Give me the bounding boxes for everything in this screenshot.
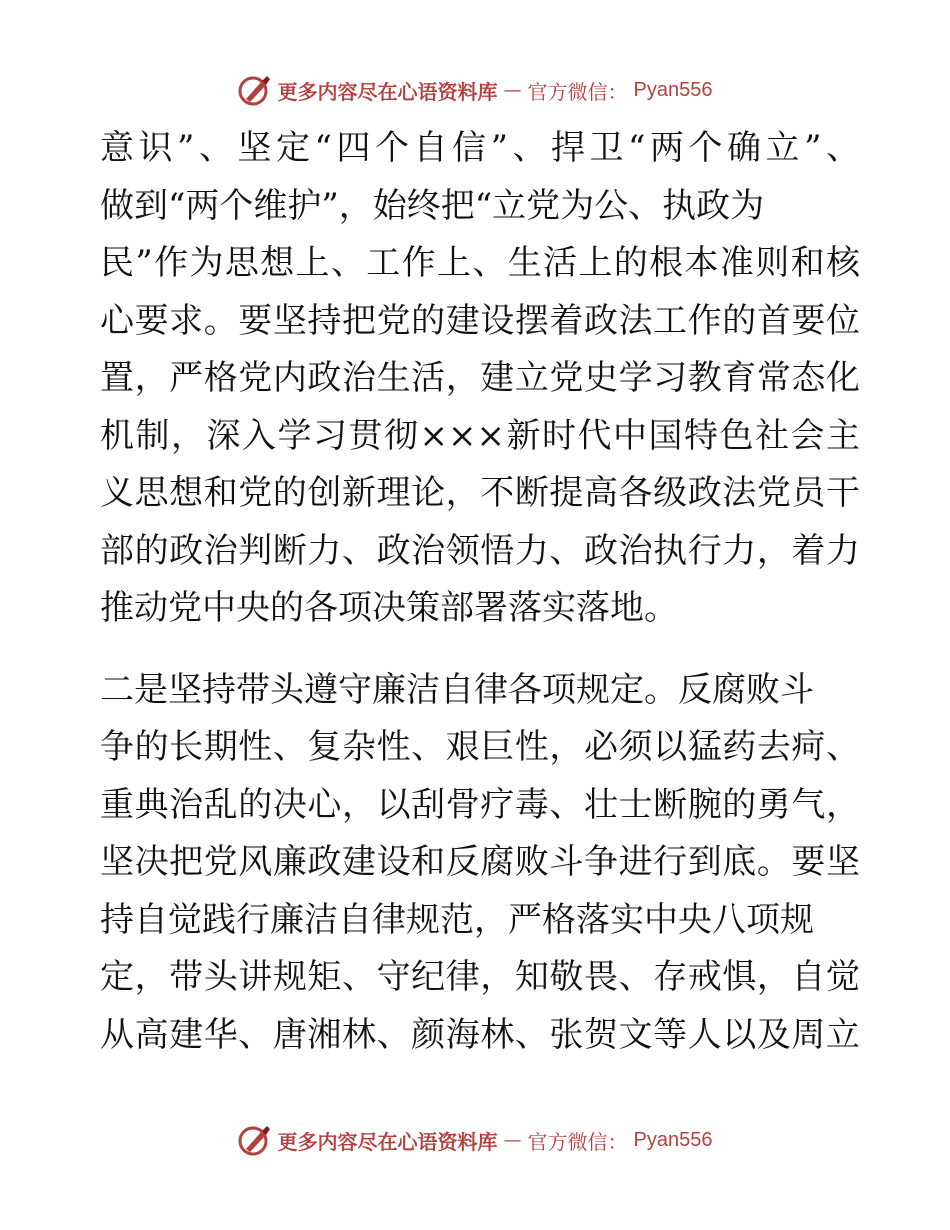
text-line: 部的政治判断力、政治领悟力、政治执行力，着力: [100, 530, 860, 571]
footer-watermark: [0, 1120, 950, 1160]
text-line: 坚决把党风廉政建设和反腐败斗争进行到底。要坚: [100, 842, 860, 882]
watermark-label: 官方微信：: [527, 79, 628, 104]
header-watermark: [0, 70, 950, 110]
text-line: 争的长期性、复杂性、艰巨性，必须以猛药去疴、: [100, 727, 860, 767]
document-body: [100, 120, 860, 1064]
text-line: 推动党中央的各项决策部署落实落地。: [100, 588, 678, 628]
paragraph-gap: [100, 638, 860, 662]
watermark-id: Pyan556: [633, 1128, 713, 1151]
text-line: 置，严格党内政治生活，建立党史学习教育常态化: [100, 358, 860, 398]
pen-logo-icon: [238, 73, 272, 107]
text-line: 意识”、坚定“四个自信”、捍卫“两个确立”、: [100, 128, 860, 168]
text-line: 持自觉践行廉洁自律规范，严格落实中央八项规: [100, 899, 814, 940]
watermark-dash: —: [503, 79, 522, 101]
text-line: 从高建华、唐湘林、颜海林、张贺文等人以及周立: [100, 1014, 860, 1055]
text-line: 二是坚持带头遵守廉洁自律各项规定。反腐败斗: [100, 669, 814, 710]
watermark-label: 官方微信：: [527, 1129, 628, 1154]
paragraph-2: [100, 662, 860, 1065]
watermark-dash: —: [503, 1129, 522, 1151]
watermark-main-text: 更多内容尽在心语资料库: [277, 1129, 498, 1154]
text-line: 义思想和党的创新理论，不断提高各级政法党员干: [100, 473, 860, 513]
text-line: 定，带头讲规矩、守纪律，知敬畏、存戒惧，自觉: [100, 957, 860, 997]
text-line: 心要求。要坚持把党的建设摆着政法工作的首要位: [100, 300, 860, 341]
text-line: 重典治乱的决心，以刮骨疗毒、壮士断腕的勇气，: [100, 784, 860, 825]
text-line: 民”作为思想上、工作上、生活上的根本准则和核: [100, 243, 860, 283]
watermark-main-text: 更多内容尽在心语资料库: [277, 79, 498, 104]
paragraph-1: [100, 120, 860, 638]
text-line: 做到“两个维护”，始终把“立党为公、执政为: [100, 185, 765, 226]
text-line: 机制，深入学习贯彻×××新时代中国特色社会主: [100, 415, 860, 456]
watermark-id: Pyan556: [633, 78, 713, 101]
pen-logo-icon: [238, 1123, 272, 1157]
